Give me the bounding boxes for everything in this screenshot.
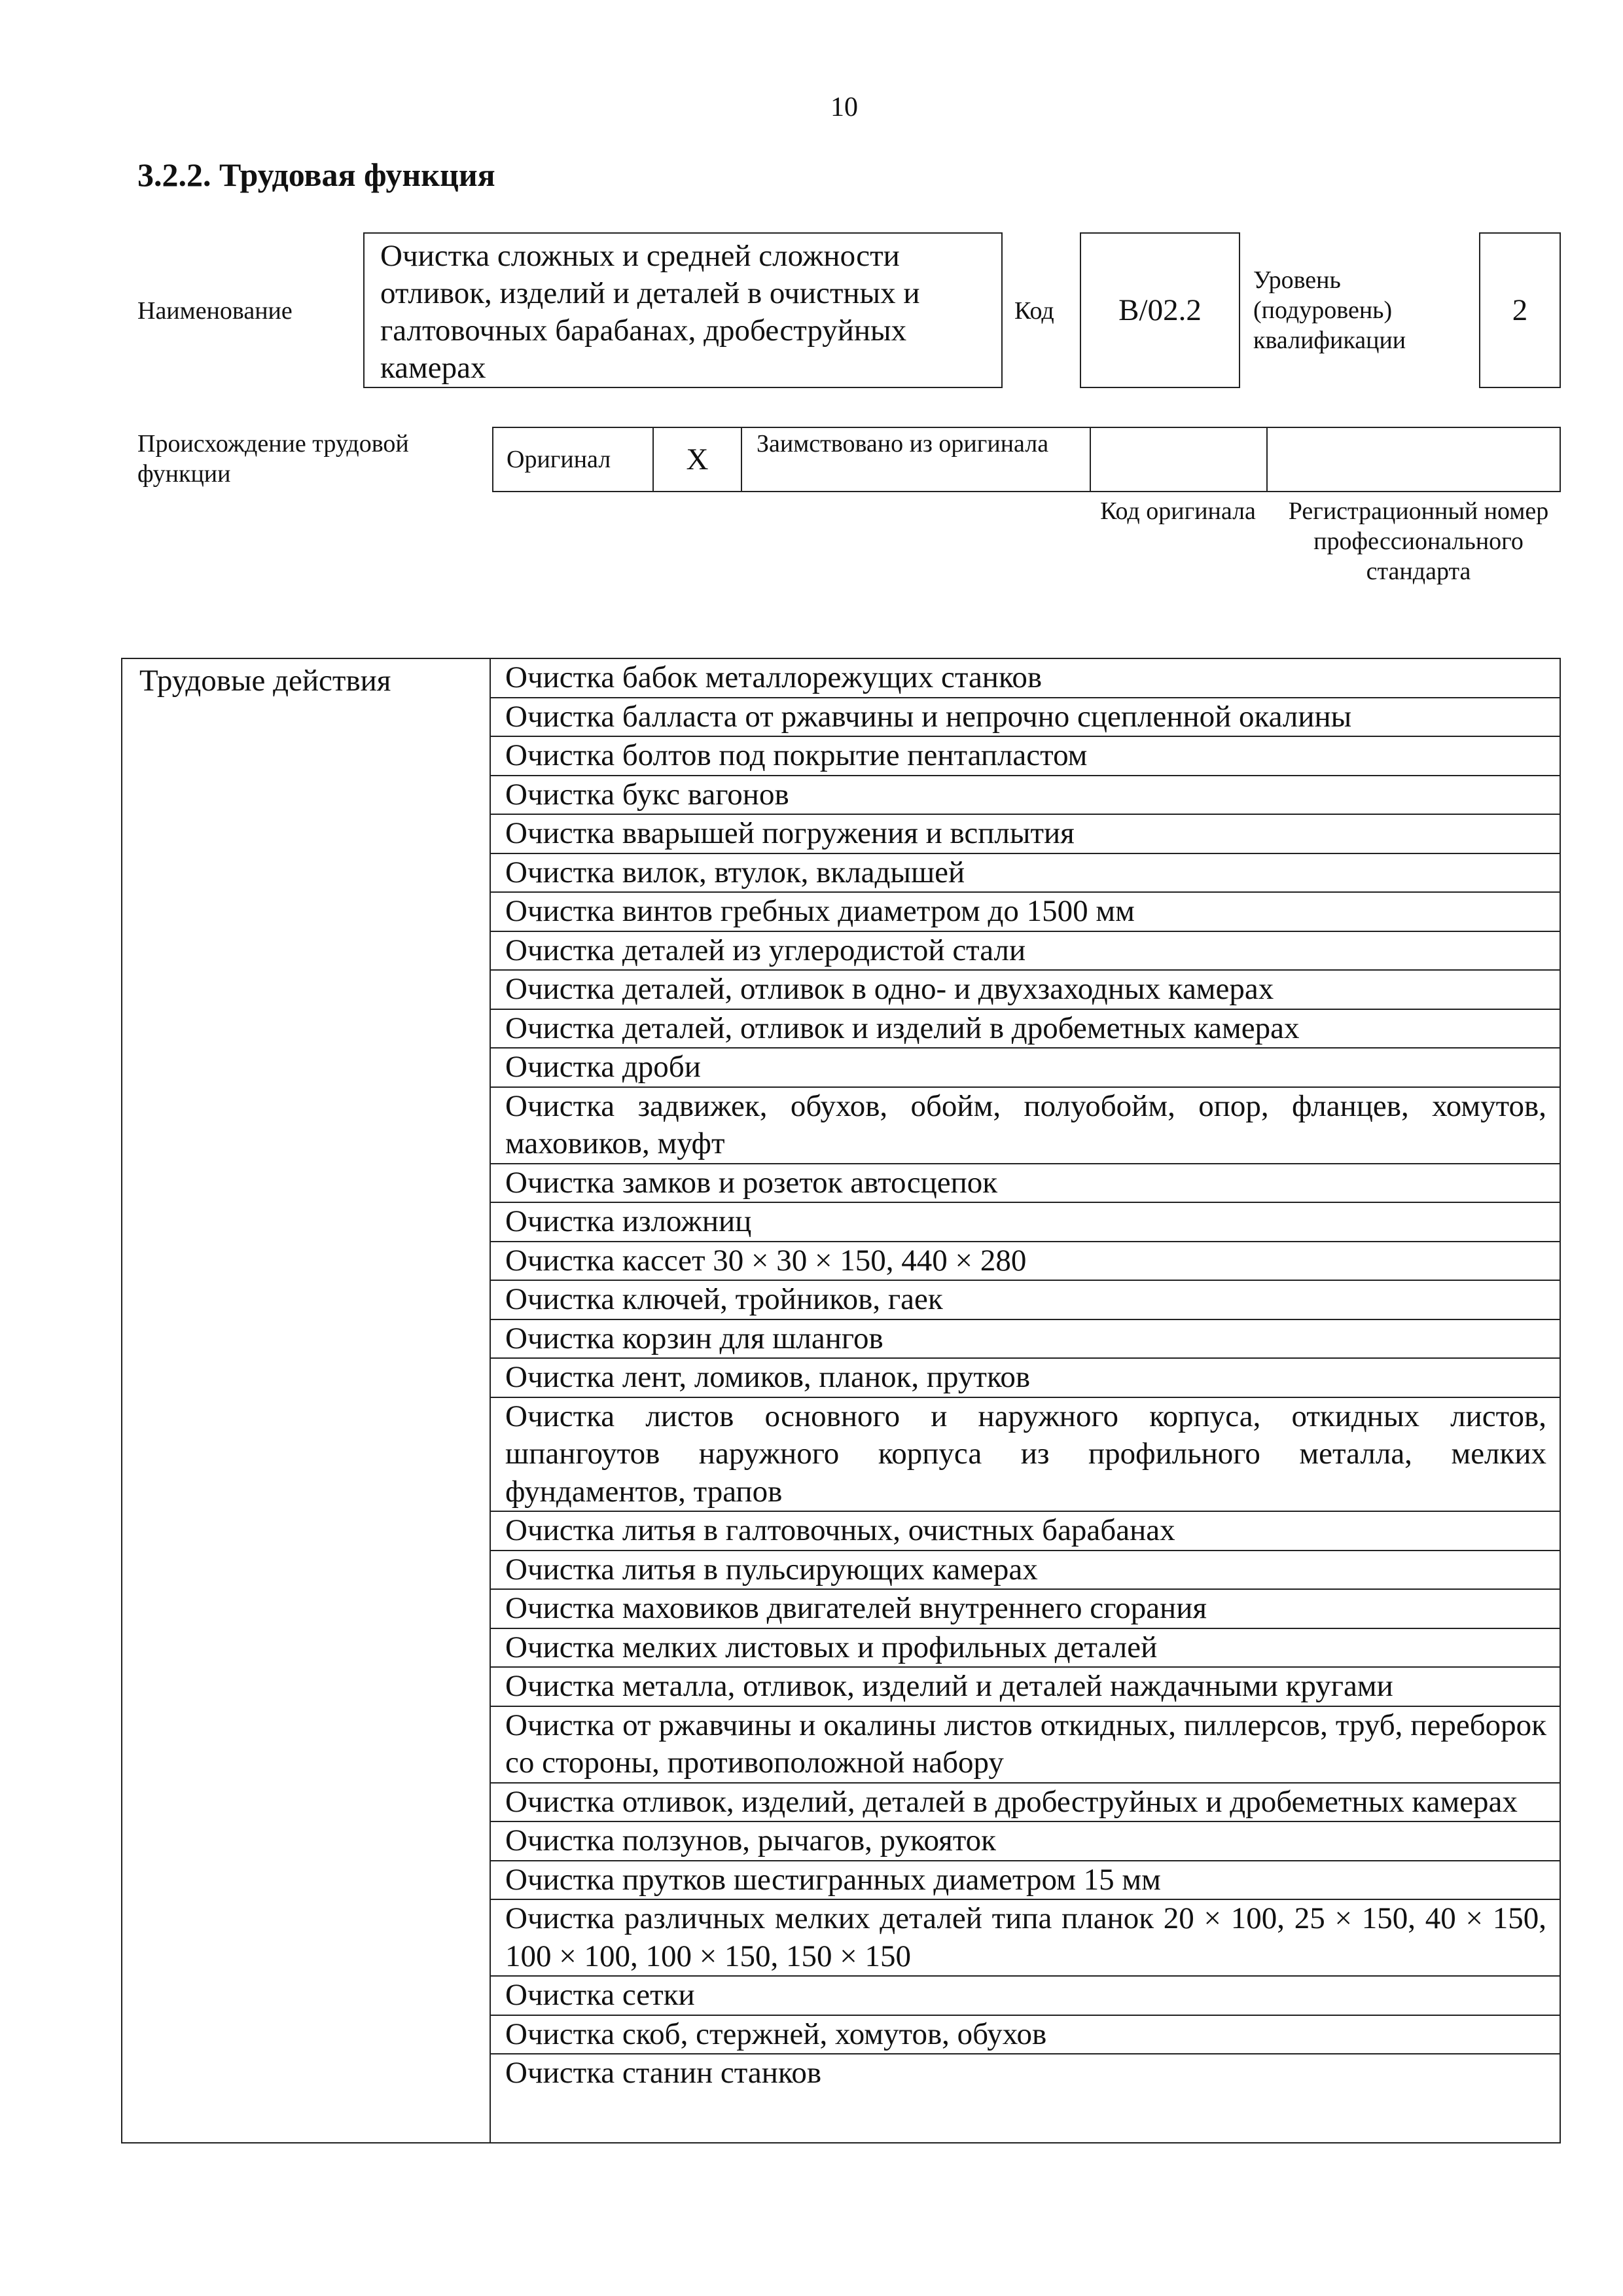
labor-action-row: Очистка сетки: [491, 1977, 1560, 2016]
labor-action-row: Очистка скоб, стержней, хомутов, обухов: [491, 2016, 1560, 2055]
labor-action-row: Очистка маховиков двигателей внутреннего сгорания: [491, 1590, 1560, 1629]
labor-action-row: Очистка деталей из углеродистой стали: [491, 932, 1560, 971]
labor-action-row: Очистка ключей, тройников, гаек: [491, 1281, 1560, 1320]
registration-number-caption: Регистрационный номер профессионального стандарта: [1288, 497, 1549, 585]
borrowed-cell: Заимствовано из оригинала: [742, 428, 1091, 491]
code-label: Код: [1014, 297, 1054, 325]
level-value: 2: [1479, 232, 1561, 388]
labor-actions-list: [491, 659, 1560, 2142]
labor-actions-table: [121, 658, 1561, 2144]
code-value: B/02.2: [1080, 232, 1240, 388]
labor-action-row: Очистка литья в пульсирующих камерах: [491, 1551, 1560, 1590]
labor-action-row: Очистка винтов гребных диаметром до 1500 мм: [491, 893, 1560, 932]
original-mark: X: [654, 428, 742, 491]
labor-action-row: Очистка лент, ломиков, планок, прутков: [491, 1359, 1560, 1398]
labor-action-row: Очистка дроби: [491, 1049, 1560, 1088]
labor-action-row: Очистка ползунов, рычагов, рукояток: [491, 1822, 1560, 1861]
function-name-value: Очистка сложных и средней сложности отливок, изделий и деталей в очистных и галтовочных барабанах, дробеструйных камерах: [363, 232, 1003, 388]
labor-action-row: Очистка балласта от ржавчины и непрочно сцепленной окалины: [491, 698, 1560, 738]
labor-action-row: Очистка листов основного и наружного корпуса, откидных листов, шпангоутов наружного корпуса из профильного металла, мелких фундаментов, трапов: [491, 1398, 1560, 1513]
labor-action-row: Очистка букс вагонов: [491, 776, 1560, 816]
original-code-caption: Код оригинала: [1100, 497, 1256, 525]
labor-action-row: Очистка отливок, изделий, деталей в дробеструйных и дробеметных камерах: [491, 1784, 1560, 1823]
labor-action-row: Очистка корзин для шлангов: [491, 1320, 1560, 1359]
labor-action-row: Очистка вварышей погружения и всплытия: [491, 815, 1560, 854]
labor-action-row: Очистка бабок металлорежущих станков: [491, 659, 1560, 698]
labor-action-row: Очистка деталей, отливок и изделий в дробеметных камерах: [491, 1010, 1560, 1049]
labor-action-row: Очистка деталей, отливок в одно- и двухзаходных камерах: [491, 971, 1560, 1010]
labor-action-row: Очистка замков и розеток автосцепок: [491, 1164, 1560, 1204]
level-label: Уровень (подуровень) квалификации: [1253, 266, 1406, 354]
labor-action-row: Очистка различных мелких деталей типа планок 20 × 100, 25 × 150, 40 × 150, 100 × 100, 100 × 150, 150 × 150: [491, 1900, 1560, 1977]
labor-action-row: Очистка от ржавчины и окалины листов откидных, пиллерсов, труб, переборок со стороны, противоположной набору: [491, 1707, 1560, 1784]
labor-action-row: Очистка прутков шестигранных диаметром 15 мм: [491, 1861, 1560, 1901]
labor-action-row: Очистка изложниц: [491, 1203, 1560, 1242]
original-code-cell: [1091, 428, 1268, 491]
name-label: Наименование: [137, 297, 293, 325]
origin-table: [492, 427, 1561, 492]
labor-action-row: Очистка болтов под покрытие пентапластом: [491, 737, 1560, 776]
page-number: 10: [830, 92, 858, 122]
labor-action-row: Очистка станин станков: [505, 2056, 822, 2090]
labor-actions-label: Трудовые действия: [122, 659, 491, 2142]
labor-action-row: Очистка мелких листовых и профильных деталей: [491, 1629, 1560, 1668]
labor-action-row: Очистка литья в галтовочных, очистных барабанах: [491, 1512, 1560, 1551]
registration-number-cell: [1268, 428, 1560, 491]
origin-label: Происхождение трудовой функции: [137, 430, 409, 488]
section-title: 3.2.2. Трудовая функция: [137, 156, 495, 193]
original-cell: Оригинал: [493, 428, 654, 491]
labor-action-row: Очистка задвижек, обухов, обойм, полуобойм, опор, фланцев, хомутов, маховиков, муфт: [491, 1088, 1560, 1164]
labor-action-row: Очистка металла, отливок, изделий и деталей наждачными кругами: [491, 1668, 1560, 1707]
labor-action-row: Очистка вилок, втулок, вкладышей: [491, 854, 1560, 893]
labor-action-row: Очистка кассет 30 × 30 × 150, 440 × 280: [491, 1242, 1560, 1282]
